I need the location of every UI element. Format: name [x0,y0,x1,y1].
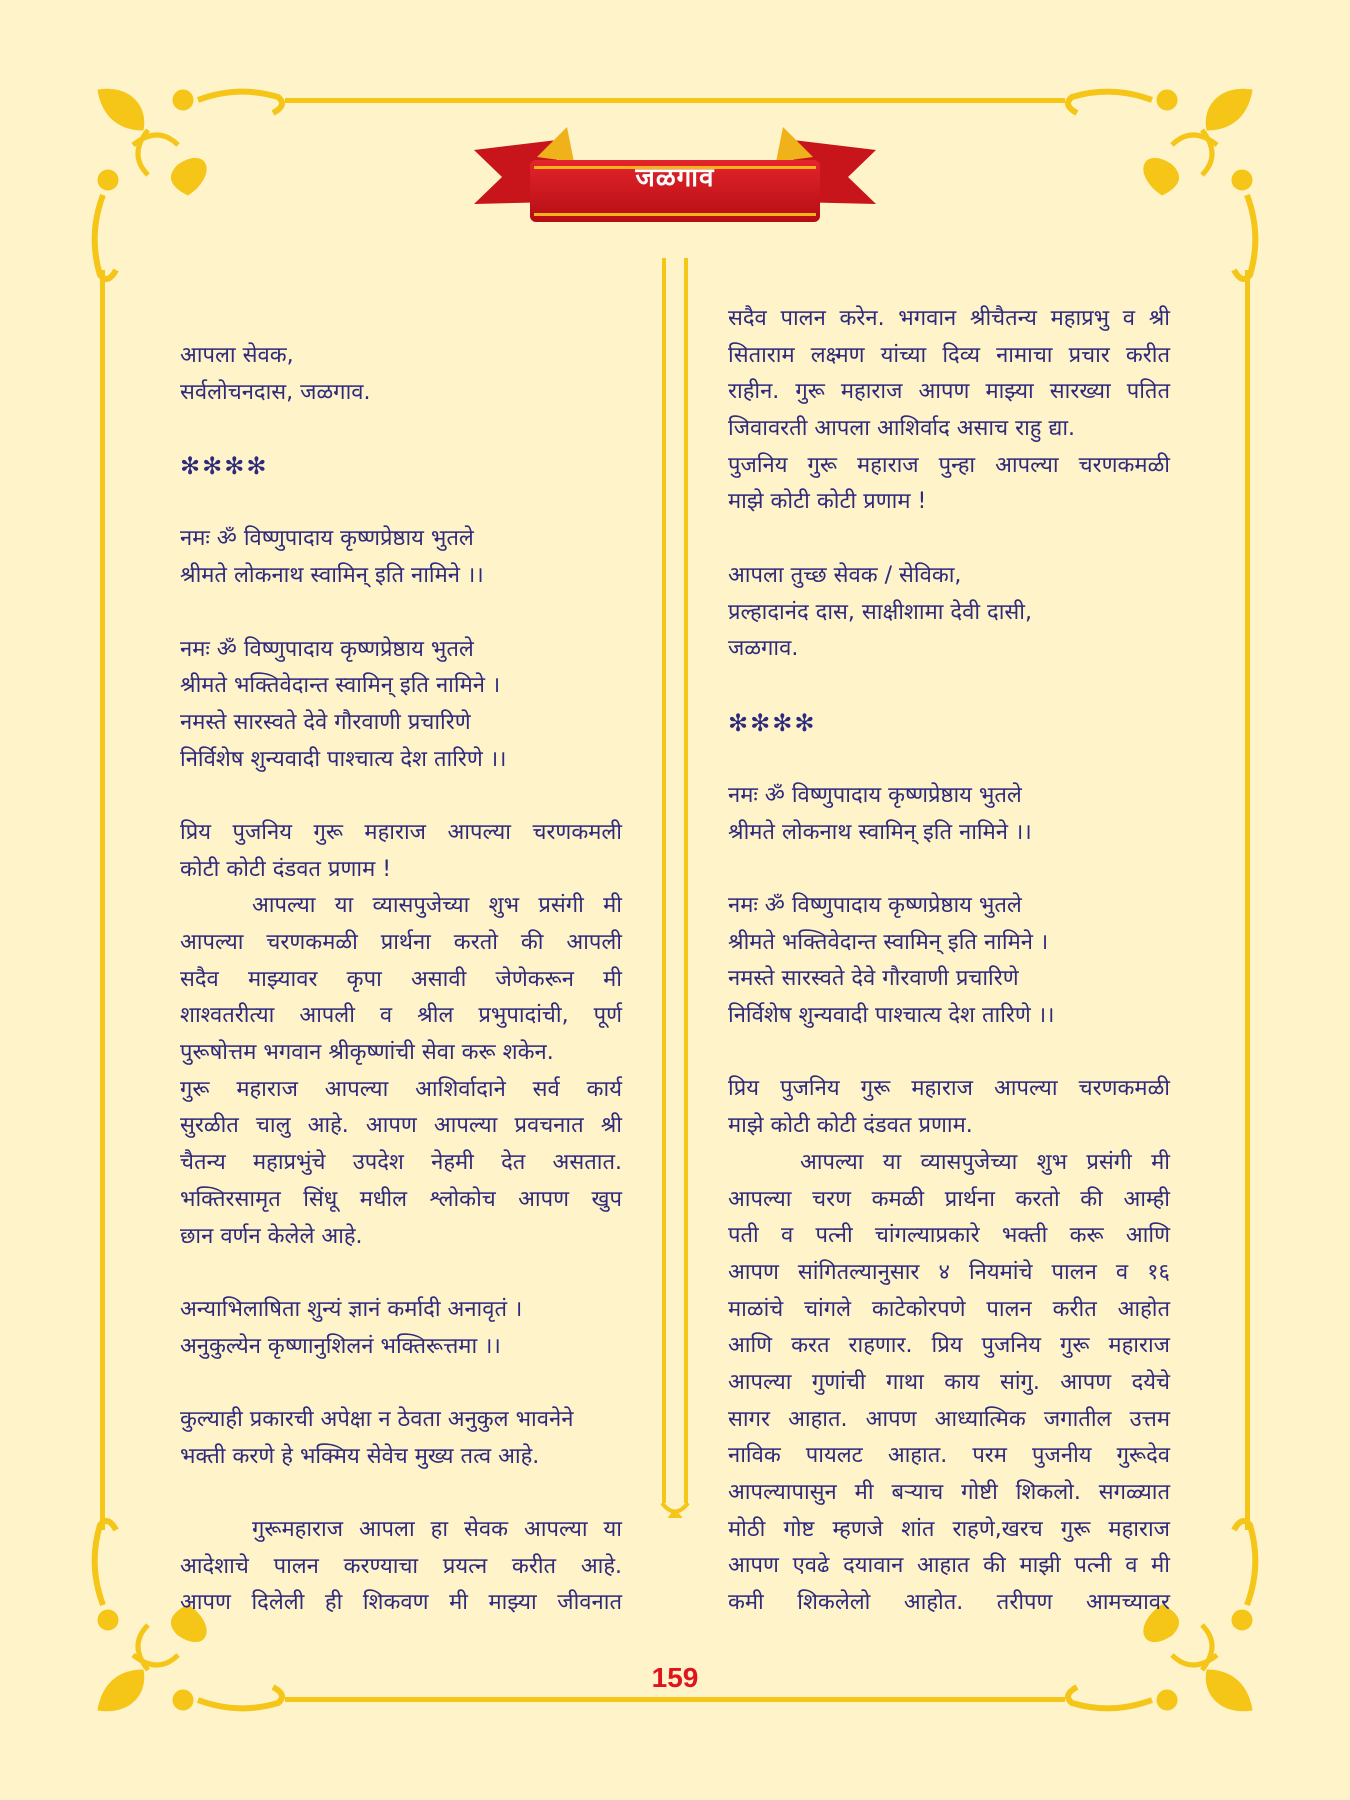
blank-line [180,778,622,815]
blank-line [180,485,622,522]
text-line: राहीन. गुरू महाराज आपण माझ्या सारख्या पतित [728,379,1170,405]
text-line: प्रल्हादानंद दास, साक्षीशामा देवी दासी, [728,599,1032,625]
text-line: आपण सांगितल्यानुसार ४ नियमांचे पालन व १६ [728,1259,1170,1285]
blank-line [180,1255,622,1292]
text-line: आणि करत राहणार. प्रिय पुजनिय गुरू महाराज [728,1333,1170,1359]
frame-bottom-line [285,1697,1065,1702]
text-line: पुजनिय गुरू महाराज पुन्हा आपल्या चरणकमळी [728,452,1170,478]
frame-right-line [1245,270,1250,1530]
text-line: पती व पत्नी चांगल्याप्रकारे भक्ती करू आणि [728,1223,1170,1249]
section-separator: ✻✻✻✻ [180,452,269,481]
text-line: निर्विशेष शुन्यवादी पाश्चात्य देश तारिणे ।। [728,1003,1055,1029]
text-line: आपला सेवक, [180,343,294,368]
text-line: जिवावरती आपला आशिर्वाद असाच राहु द्या. [728,416,1076,442]
text-line: सागर आहात. आपण आध्यात्मिक जगातील उत्तम [728,1406,1170,1432]
text-line: मोठी गोष्ट म्हणजे शांत राहणे,खरच गुरू महाराज [728,1516,1170,1542]
corner-ornament-icon [88,85,308,305]
text-line: श्रीमते भक्तिवेदान्त स्वामिन् इति नामिने । [180,673,501,699]
text-line: नमस्ते सारस्वते देवे गौरवाणी प्रचारिणे [180,709,471,735]
text-line: आपल्या गुणांची गाथा काय सांगु. आपण दयेचे [728,1369,1170,1395]
text-line: माळांचे चांगले काटेकोरपणे पालन करीत आहोत [728,1296,1170,1322]
text-line: आपल्या या व्यासपुजेच्या शुभ प्रसंगी मी [252,893,622,919]
text-line: आपल्या चरणकमळी प्रार्थना करतो की आपली [180,930,622,955]
blank-line [728,668,1170,705]
text-line: चैतन्य महाप्रभुंचे उपदेश नेहमी देत असतात. [180,1150,622,1176]
text-line: नमस्ते सारस्वते देवे गौरवाणी प्रचारिणे [728,966,1019,992]
blank-line [728,851,1170,888]
text-line: भक्ती करणे हे भक्मिय सेवेच मुख्य तत्व आहे. [180,1443,540,1469]
text-line: आपल्या या व्यासपुजेच्या शुभ प्रसंगी मी [800,1149,1170,1175]
page-number: 159 [651,1662,699,1693]
blank-line [180,1365,622,1402]
text-line: आपण दिलेली ही शिकवण मी माझ्या जीवनात [180,1590,622,1616]
text-line: सुरळीत चालु आहे. आपण आपल्या प्रवचनात श्री [180,1113,622,1139]
right-column [728,301,1170,1622]
text-line: श्रीमते लोकनाथ स्वामिन् इति नामिने ।। [728,819,1032,845]
text-line: नमः ॐ विष्णुपादाय कृष्णप्रेष्ठाय भुतले [180,636,474,662]
text-line: गुरू महाराज आपल्या आशिर्वादाने सर्व कार्य [180,1076,622,1102]
text-line: पुरूषोत्तम भगवान श्रीकृष्णांची सेवा करू शकेन. [180,1040,554,1066]
text-line: गुरूमहाराज आपला हा सेवक आपल्या या [252,1517,622,1542]
text-line: अन्याभिलाषिता शुन्यं ज्ञानं कर्मादी अनावृतं । [180,1296,523,1322]
text-line: सिताराम लक्ष्मण यांच्या दिव्य नामाचा प्रचार करीत [728,342,1170,368]
text-line: नाविक पायलट आहात. परम पुजनीय गुरूदेव [728,1443,1170,1469]
text-line: भक्तिरसामृत सिंधू मधील श्लोकोच आपण खुप [180,1186,622,1212]
text-line: श्रीमते भक्तिवेदान्त स्वामिन् इति नामिने । [728,929,1049,955]
text-line: शाश्वतरीत्या आपली व श्रील प्रभुपादांची, पूर्ण [180,1003,622,1029]
frame-left-line [100,270,105,1530]
corner-ornament-icon [1042,85,1262,305]
text-line: जळगाव. [728,636,799,662]
text-line: आपण एवढे दयावान आहात की माझी पत्नी व मी [728,1553,1170,1579]
text-line: प्रिय पुजनिय गुरू महाराज आपल्या चरणकमली [180,819,622,845]
page-title: जळगाव [635,163,715,193]
blank-line [728,1035,1170,1072]
column-divider [658,258,692,1518]
blank-line [180,595,622,632]
text-line: अनुकुल्येन कृष्णानुशिलनं भक्तिरूत्तमा ।। [180,1333,501,1359]
text-line: माझे कोटी कोटी प्रणाम ! [728,489,927,515]
text-line: आपला तुच्छ सेवक / सेविका, [728,562,962,588]
frame-top-line [285,98,1065,103]
section-separator: ✻✻✻✻ [728,708,817,737]
text-line: नमः ॐ विष्णुपादाय कृष्णप्रेष्ठाय भुतले [728,782,1022,808]
text-line: श्रीमते लोकनाथ स्वामिन् इति नामिने ।। [180,563,484,589]
blank-line [728,521,1170,558]
blank-line [728,741,1170,778]
text-line: आपल्यापासुन मी बऱ्याच गोष्टी शिकलो. सगळ्यात [728,1480,1170,1505]
text-line: आपल्या चरण कमळी प्रार्थना करतो की आम्ही [728,1186,1170,1212]
text-line: सदैव पालन करेन. भगवान श्रीचैतन्य महाप्रभु व श्री [728,306,1170,331]
text-line: सदैव माझ्यावर कृपा असावी जेणेकरून मी [180,966,622,992]
left-column [180,338,622,1622]
text-line: प्रिय पुजनिय गुरू महाराज आपल्या चरणकमळी [728,1076,1170,1102]
blank-line [180,1475,622,1512]
text-line: नमः ॐ विष्णुपादाय कृष्णप्रेष्ठाय भुतले [728,893,1022,918]
text-line: आदेशाचे पालन करण्याचा प्रयत्न करीत आहे. [180,1553,622,1579]
text-line: माझे कोटी कोटी दंडवत प्रणाम. [728,1113,973,1139]
text-line: कोटी कोटी दंडवत प्रणाम ! [180,856,392,882]
text-line: कमी शिकलेलो आहोत. तरीपण आमच्यावर [728,1590,1170,1616]
text-line: नमः ॐ विष्णुपादाय कृष्णप्रेष्ठाय भुतले [180,526,474,552]
text-line: निर्विशेष शुन्यवादी पाश्चात्य देश तारिणे ।। [180,746,507,772]
text-line: कुल्याही प्रकारची अपेक्षा न ठेवता अनुकुल भावनेने [180,1406,574,1432]
text-line: छान वर्णन केलेले आहे. [180,1223,363,1249]
blank-line [180,411,622,448]
text-line: सर्वलोचनदास, जळगाव. [180,379,371,405]
